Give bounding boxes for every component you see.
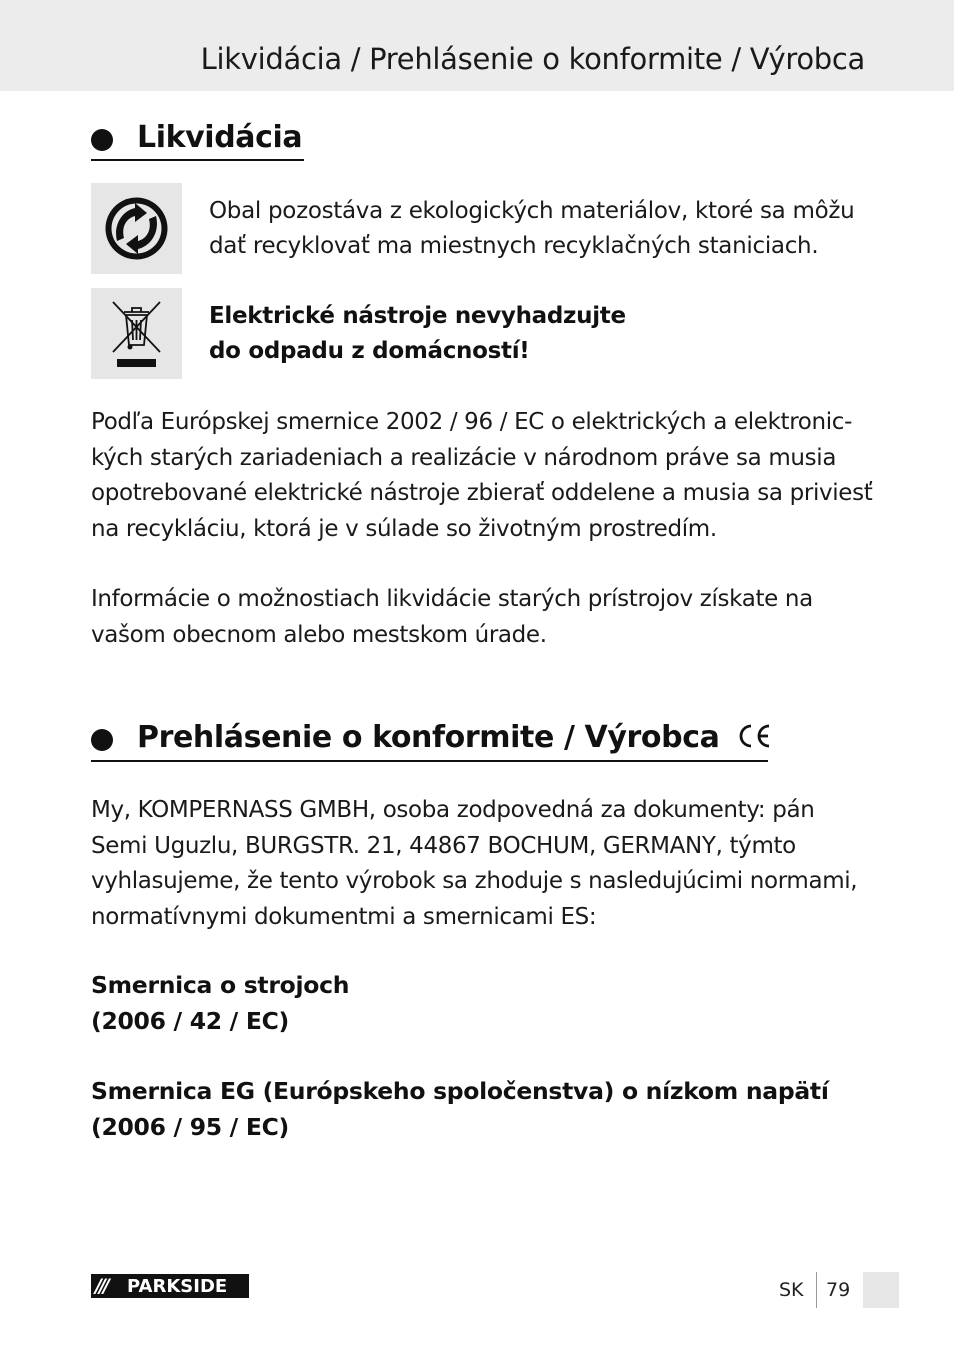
electric-tools-warning [209, 299, 626, 369]
section-underline [91, 760, 768, 762]
machinery-directive [91, 968, 349, 1039]
disposal-info-paragraph [91, 582, 871, 653]
paragraph-line: vašom obecnom alebo mestskom úrade. [91, 621, 547, 648]
directive-line: (2006 / 42 / EC) [91, 1006, 289, 1035]
directive-line: Smernica EG (Európskeho spoločenstva) o nízkom napätí [91, 1077, 829, 1105]
footer-divider [816, 1272, 817, 1308]
language-code: SK [779, 1279, 804, 1301]
low-voltage-directive [91, 1074, 829, 1145]
page-tab-marker [863, 1272, 899, 1308]
bullet-icon [91, 729, 113, 751]
packaging-note-line: Obal pozostáva z ekologických materiálov, ktoré sa môžu [209, 198, 855, 224]
section-underline [91, 159, 304, 161]
crossed-out-wheelie-bin-icon [91, 288, 182, 379]
weee-directive-paragraph [91, 405, 871, 547]
directive-line: (2006 / 95 / EC) [91, 1112, 289, 1141]
packaging-note [209, 194, 854, 264]
paragraph-line: Semi Uguzlu, BURGSTR. 21, 44867 BOCHUM, GERMANY, týmto [91, 832, 796, 859]
paragraph-line: vyhlasujeme, že tento výrobok sa zhoduje s nasledujúcimi normami, [91, 868, 858, 894]
warning-line: Elektrické nástroje nevyhadzujte [209, 303, 626, 329]
paragraph-line: opotrebované elektrické nástroje zbierať oddelene a musia sa priviesť [91, 480, 873, 506]
paragraph-line: My, KOMPERNASS GMBH, osoba zodpovedná za dokumenty: pán [91, 797, 815, 823]
page-number: 79 [826, 1279, 851, 1301]
warning-line: do odpadu z domácností! [209, 338, 530, 364]
paragraph-line: normatívnymi dokumentmi a smernicami ES: [91, 903, 597, 930]
paragraph-line: Informácie o možnostiach likvidácie starých prístrojov získate na [91, 586, 813, 612]
parkside-logo [91, 1274, 249, 1298]
declaration-paragraph [91, 793, 871, 935]
section-title-text: Prehlásenie o konformite / Výrobca [137, 720, 720, 755]
section-title [137, 720, 773, 755]
bullet-icon [91, 129, 113, 151]
paragraph-line: Podľa Európskej smernice 2002 / 96 / EC o elektrických a elektronic- [91, 409, 853, 435]
directive-line: Smernica o strojoch [91, 971, 350, 999]
green-dot-recycling-icon [91, 183, 182, 274]
section-title: Likvidácia [137, 120, 303, 155]
logo-brand: PARKSIDE [127, 1276, 228, 1297]
ce-mark-icon [735, 722, 773, 750]
paragraph-line: na recykláciu, ktorá je v súlade so životným prostredím. [91, 515, 717, 542]
page-header-title: Likvidácia / Prehlásenie o konformite / Výrobca [200, 42, 865, 76]
packaging-note-line: dať recyklovať ma miestnych recyklačných staniciach. [209, 233, 819, 259]
paragraph-line: kých starých zariadeniach a realizácie v národnom práve sa musia [91, 444, 837, 471]
logo-slashes: /// [95, 1275, 107, 1297]
